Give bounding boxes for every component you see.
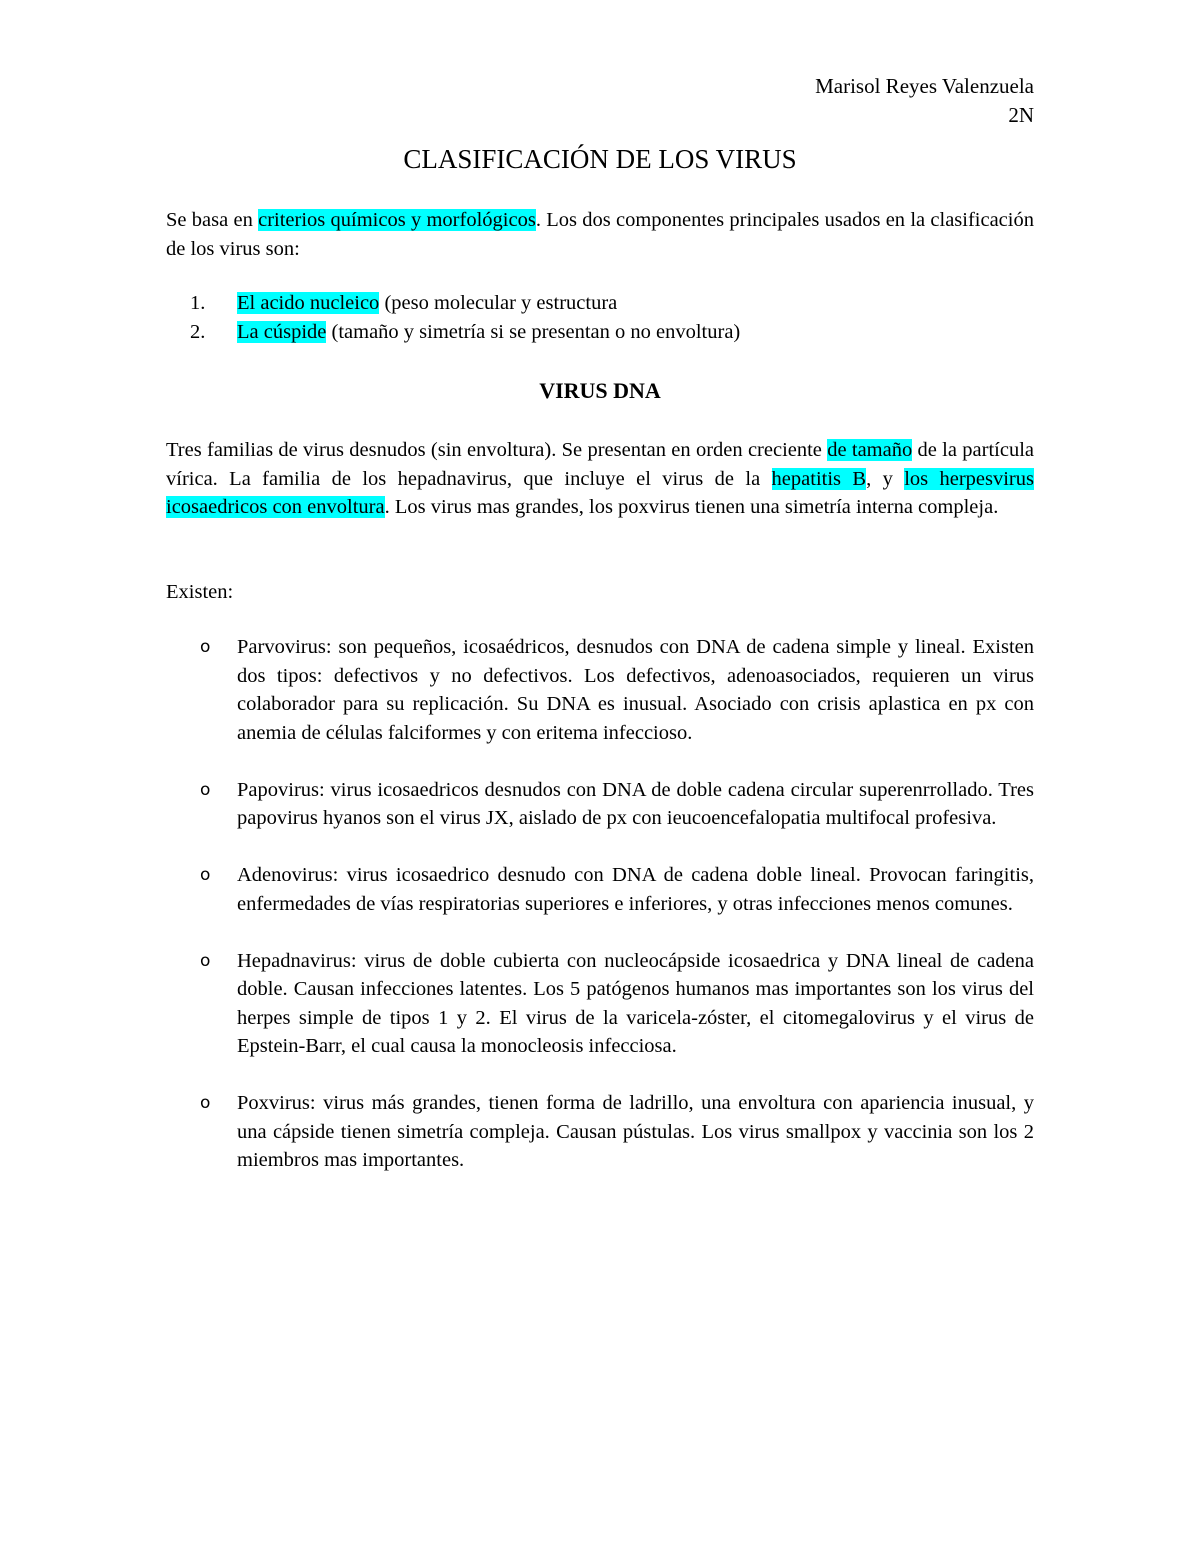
bullet-icon: o (200, 637, 211, 657)
criteria-number: 2. (190, 320, 206, 343)
dna-highlight-hepatitis: hepatitis B (771, 467, 867, 490)
dna-paragraph (166, 436, 1034, 522)
dna-highlight-size: de tamaño (827, 439, 913, 461)
bullet-icon: o (200, 1093, 211, 1113)
dna-text-4: . Los virus mas grandes, los poxvirus tienen una simetría interna compleja. (384, 496, 999, 518)
criteria-highlight: La cúspide (237, 320, 327, 343)
author-name: Marisol Reyes Valenzuela (815, 74, 1034, 98)
document-header (815, 72, 1034, 130)
family-adenovirus: Adenovirus: virus icosaedrico desnudo con DNA de cadena doble lineal. Provocan faringitis, enfermedades de vías respiratorias superiores e inferiores, y otras infecciones menos comunes. (237, 864, 1034, 915)
criteria-text: (peso molecular y estructura (379, 292, 618, 314)
dna-text-2: de la partícula vírica. La familia de los hepadnavirus, que incluye el virus de la (166, 439, 1034, 490)
existen-label: Existen: (166, 581, 234, 603)
list-item (200, 947, 1034, 1061)
family-papovirus: Papovirus: virus icosaedricos desnudos con DNA de doble cadena circular superenrrollado. Tres papovirus hyanos son el virus JX, aislado de px con ieucoencefalopatia multifocal profesiva. (237, 778, 1034, 829)
dna-text-3: , y (866, 467, 905, 490)
family-poxvirus: Poxvirus: virus más grandes, tienen forma de ladrillo, una envoltura con apariencia inusual, y una cápside tienen simetría compleja. Causan pústulas. Los virus smallpox y vaccinia son los 2 miembros mas importantes. (237, 1092, 1034, 1171)
bullet-icon: o (200, 865, 211, 885)
section-heading: VIRUS DNA (539, 378, 661, 403)
list-item (200, 861, 1034, 918)
family-parvovirus: Parvovirus: son pequeños, icosaédricos, desnudos con DNA de cadena simple y lineal. Existen dos tipos: defectivos y no defectivos. Los defectivos, adenoasociados, requieren un virus colaborador para su replicación. Su DNA es inusual. Asociado con crisis aplastica en px con anemia de células falciformes y con eritema infeccioso. (237, 636, 1034, 744)
list-item (200, 776, 1034, 833)
criteria-text: (tamaño y simetría si se presentan o no envoltura) (326, 320, 741, 343)
criteria-highlight: El acido nucleico (237, 292, 380, 314)
dna-text-1: Tres familias de virus desnudos (sin envoltura). Se presentan en orden creciente (166, 439, 828, 461)
list-item (200, 1089, 1034, 1175)
bullet-icon: o (200, 779, 211, 800)
document-title: CLASIFICACIÓN DE LOS VIRUS (403, 144, 797, 174)
criteria-item (190, 318, 1030, 347)
group-label: 2N (1008, 103, 1034, 127)
criteria-list (190, 289, 1030, 346)
criteria-number: 1. (190, 292, 206, 314)
family-hepadnavirus: Hepadnavirus: virus de doble cubierta con nucleocápside icosaedrica y DNA lineal de cadena doble. Causan infecciones latentes. Los 5 patógenos humanos mas importantes son los virus del herpes simple de tipos 1 y 2. El virus de la varicela-zóster, el citomegalovirus y el virus de Epstein-Barr, el cual causa la monocleosis infecciosa. (237, 949, 1034, 1057)
bullet-icon: o (200, 950, 211, 971)
virus-family-list (200, 633, 1034, 1203)
list-item (200, 633, 1034, 747)
intro-text-start: Se basa en (166, 209, 259, 231)
intro-text-end: . Los dos componentes principales usados en la clasificación de los virus son: (166, 209, 1034, 260)
dna-highlight-herpesvirus: los herpesvirus icosaedricos con envoltura (166, 467, 1034, 518)
intro-paragraph (166, 206, 1034, 263)
intro-highlight: criterios químicos y morfológicos (258, 209, 536, 231)
criteria-item (190, 289, 1030, 318)
